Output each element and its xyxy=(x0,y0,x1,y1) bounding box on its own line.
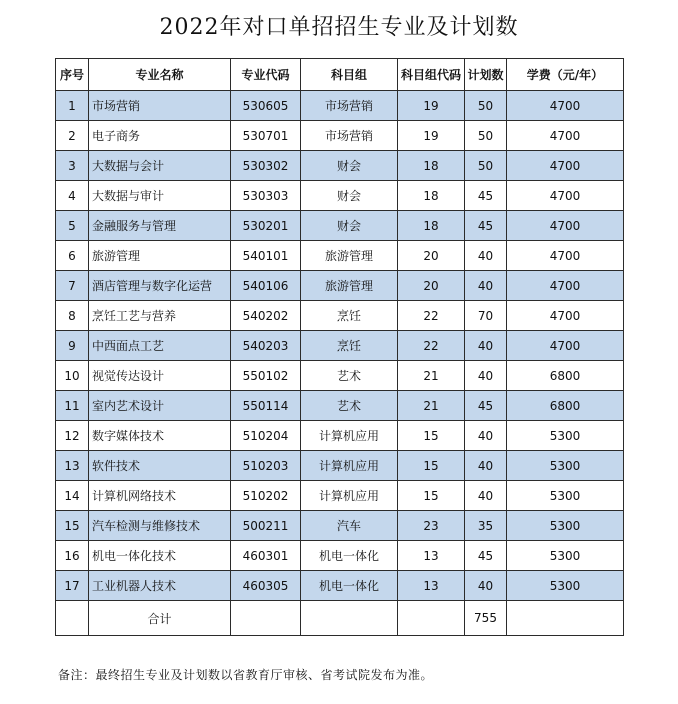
subject-group-cell: 机电一体化 xyxy=(301,541,398,571)
table-header-row xyxy=(56,59,624,91)
tuition-cell: 4700 xyxy=(507,151,624,181)
row-number-cell: 3 xyxy=(56,151,89,181)
table-cell xyxy=(231,601,301,636)
major-code-cell: 500211 xyxy=(231,511,301,541)
subject-group-cell: 艺术 xyxy=(301,361,398,391)
subject-group-code-cell: 15 xyxy=(398,481,465,511)
row-number-cell: 2 xyxy=(56,121,89,151)
subject-group-cell: 市场营销 xyxy=(301,91,398,121)
major-name-cell: 软件技术 xyxy=(89,451,231,481)
plan-count-cell: 40 xyxy=(465,421,507,451)
major-name-cell: 数字媒体技术 xyxy=(89,421,231,451)
plan-count-cell: 50 xyxy=(465,121,507,151)
major-code-cell: 540203 xyxy=(231,331,301,361)
row-number-cell: 8 xyxy=(56,301,89,331)
subject-group-cell: 财会 xyxy=(301,211,398,241)
table-cell xyxy=(398,601,465,636)
row-number-cell: 12 xyxy=(56,421,89,451)
major-name-cell: 旅游管理 xyxy=(89,241,231,271)
plan-count-cell: 40 xyxy=(465,451,507,481)
plan-count-cell: 40 xyxy=(465,361,507,391)
table-row xyxy=(56,211,624,241)
major-code-cell: 510203 xyxy=(231,451,301,481)
total-row xyxy=(56,601,624,636)
major-code-cell: 530605 xyxy=(231,91,301,121)
subject-group-cell: 旅游管理 xyxy=(301,241,398,271)
row-number-cell: 9 xyxy=(56,331,89,361)
major-name-cell: 酒店管理与数字化运营 xyxy=(89,271,231,301)
table-row xyxy=(56,331,624,361)
major-name-cell: 室内艺术设计 xyxy=(89,391,231,421)
header-cell: 专业代码 xyxy=(231,59,301,91)
major-name-cell: 大数据与审计 xyxy=(89,181,231,211)
plan-count-cell: 40 xyxy=(465,481,507,511)
major-code-cell: 510202 xyxy=(231,481,301,511)
major-code-cell: 460301 xyxy=(231,541,301,571)
major-name-cell: 中西面点工艺 xyxy=(89,331,231,361)
plan-count-cell: 50 xyxy=(465,91,507,121)
tuition-cell: 6800 xyxy=(507,361,624,391)
subject-group-code-cell: 18 xyxy=(398,181,465,211)
row-number-cell: 6 xyxy=(56,241,89,271)
page-title: 2022年对口单招招生专业及计划数 xyxy=(159,15,519,40)
major-code-cell: 540101 xyxy=(231,241,301,271)
plan-count-cell: 45 xyxy=(465,181,507,211)
subject-group-cell: 计算机应用 xyxy=(301,481,398,511)
subject-group-cell: 烹饪 xyxy=(301,301,398,331)
subject-group-code-cell: 18 xyxy=(398,211,465,241)
subject-group-cell: 烹饪 xyxy=(301,331,398,361)
table-row xyxy=(56,541,624,571)
subject-group-code-cell: 20 xyxy=(398,271,465,301)
subject-group-cell: 汽车 xyxy=(301,511,398,541)
row-number-cell: 11 xyxy=(56,391,89,421)
subject-group-cell: 市场营销 xyxy=(301,121,398,151)
header-cell: 序号 xyxy=(56,59,89,91)
plan-count-cell: 70 xyxy=(465,301,507,331)
table-row xyxy=(56,451,624,481)
subject-group-code-cell: 13 xyxy=(398,541,465,571)
tuition-cell: 4700 xyxy=(507,301,624,331)
subject-group-cell: 艺术 xyxy=(301,391,398,421)
tuition-cell: 5300 xyxy=(507,451,624,481)
tuition-cell: 4700 xyxy=(507,91,624,121)
plan-count-cell: 45 xyxy=(465,391,507,421)
subject-group-cell: 财会 xyxy=(301,151,398,181)
table-row xyxy=(56,571,624,601)
header-cell: 学费（元/年） xyxy=(507,59,624,91)
row-number-cell: 14 xyxy=(56,481,89,511)
row-number-cell: 4 xyxy=(56,181,89,211)
table-row xyxy=(56,391,624,421)
subject-group-code-cell: 13 xyxy=(398,571,465,601)
row-number-cell: 7 xyxy=(56,271,89,301)
major-name-cell: 机电一体化技术 xyxy=(89,541,231,571)
table-row xyxy=(56,91,624,121)
tuition-cell: 5300 xyxy=(507,571,624,601)
subject-group-code-cell: 22 xyxy=(398,301,465,331)
major-name-cell: 视觉传达设计 xyxy=(89,361,231,391)
plan-count-cell: 35 xyxy=(465,511,507,541)
major-code-cell: 540202 xyxy=(231,301,301,331)
major-code-cell: 530302 xyxy=(231,151,301,181)
row-number-cell: 17 xyxy=(56,571,89,601)
subject-group-code-cell: 19 xyxy=(398,121,465,151)
table-row xyxy=(56,421,624,451)
plan-count-cell: 40 xyxy=(465,571,507,601)
tuition-cell: 5300 xyxy=(507,421,624,451)
header-cell: 计划数 xyxy=(465,59,507,91)
major-code-cell: 460305 xyxy=(231,571,301,601)
table-row xyxy=(56,241,624,271)
major-code-cell: 550102 xyxy=(231,361,301,391)
major-name-cell: 工业机器人技术 xyxy=(89,571,231,601)
table-row xyxy=(56,271,624,301)
subject-group-cell: 计算机应用 xyxy=(301,451,398,481)
enrollment-plan-table xyxy=(55,58,624,636)
major-code-cell: 550114 xyxy=(231,391,301,421)
row-number-cell: 10 xyxy=(56,361,89,391)
tuition-cell: 4700 xyxy=(507,271,624,301)
subject-group-code-cell: 15 xyxy=(398,421,465,451)
subject-group-code-cell: 18 xyxy=(398,151,465,181)
tuition-cell: 4700 xyxy=(507,181,624,211)
tuition-cell: 4700 xyxy=(507,121,624,151)
major-code-cell: 530701 xyxy=(231,121,301,151)
subject-group-cell: 旅游管理 xyxy=(301,271,398,301)
tuition-cell: 5300 xyxy=(507,481,624,511)
subject-group-code-cell: 21 xyxy=(398,361,465,391)
table-row xyxy=(56,181,624,211)
major-name-cell: 市场营销 xyxy=(89,91,231,121)
row-number-cell: 1 xyxy=(56,91,89,121)
header-cell: 专业名称 xyxy=(89,59,231,91)
major-code-cell: 530201 xyxy=(231,211,301,241)
plan-count-cell: 40 xyxy=(465,241,507,271)
row-number-cell: 16 xyxy=(56,541,89,571)
plan-count-cell: 40 xyxy=(465,271,507,301)
major-name-cell: 计算机网络技术 xyxy=(89,481,231,511)
subject-group-cell: 财会 xyxy=(301,181,398,211)
major-name-cell: 电子商务 xyxy=(89,121,231,151)
tuition-cell: 5300 xyxy=(507,541,624,571)
table-row xyxy=(56,511,624,541)
tuition-cell: 4700 xyxy=(507,241,624,271)
header-cell: 科目组 xyxy=(301,59,398,91)
plan-count-cell: 40 xyxy=(465,331,507,361)
row-number-cell: 5 xyxy=(56,211,89,241)
subject-group-code-cell: 21 xyxy=(398,391,465,421)
major-name-cell: 汽车检测与维修技术 xyxy=(89,511,231,541)
major-code-cell: 530303 xyxy=(231,181,301,211)
major-name-cell: 大数据与会计 xyxy=(89,151,231,181)
table-row xyxy=(56,121,624,151)
row-number-cell: 13 xyxy=(56,451,89,481)
plan-count-cell: 45 xyxy=(465,541,507,571)
row-number-cell: 15 xyxy=(56,511,89,541)
major-name-cell: 烹饪工艺与营养 xyxy=(89,301,231,331)
tuition-cell: 5300 xyxy=(507,511,624,541)
table-cell xyxy=(56,601,89,636)
tuition-cell: 4700 xyxy=(507,331,624,361)
major-code-cell: 510204 xyxy=(231,421,301,451)
footnote: 备注：最终招生专业及计划数以省教育厅审核、省考试院发布为准。 xyxy=(58,668,434,682)
tuition-cell: 6800 xyxy=(507,391,624,421)
subject-group-code-cell: 20 xyxy=(398,241,465,271)
subject-group-code-cell: 23 xyxy=(398,511,465,541)
plan-count-cell: 45 xyxy=(465,211,507,241)
table-cell xyxy=(507,601,624,636)
tuition-cell: 4700 xyxy=(507,211,624,241)
subject-group-cell: 计算机应用 xyxy=(301,421,398,451)
table-row xyxy=(56,301,624,331)
subject-group-cell: 机电一体化 xyxy=(301,571,398,601)
subject-group-code-cell: 15 xyxy=(398,451,465,481)
total-plan-count: 755 xyxy=(465,601,507,636)
subject-group-code-cell: 19 xyxy=(398,91,465,121)
table-cell xyxy=(301,601,398,636)
total-label: 合计 xyxy=(89,601,231,636)
major-name-cell: 金融服务与管理 xyxy=(89,211,231,241)
subject-group-code-cell: 22 xyxy=(398,331,465,361)
table-row xyxy=(56,481,624,511)
plan-count-cell: 50 xyxy=(465,151,507,181)
major-code-cell: 540106 xyxy=(231,271,301,301)
header-cell: 科目组代码 xyxy=(398,59,465,91)
table-row xyxy=(56,361,624,391)
table-row xyxy=(56,151,624,181)
